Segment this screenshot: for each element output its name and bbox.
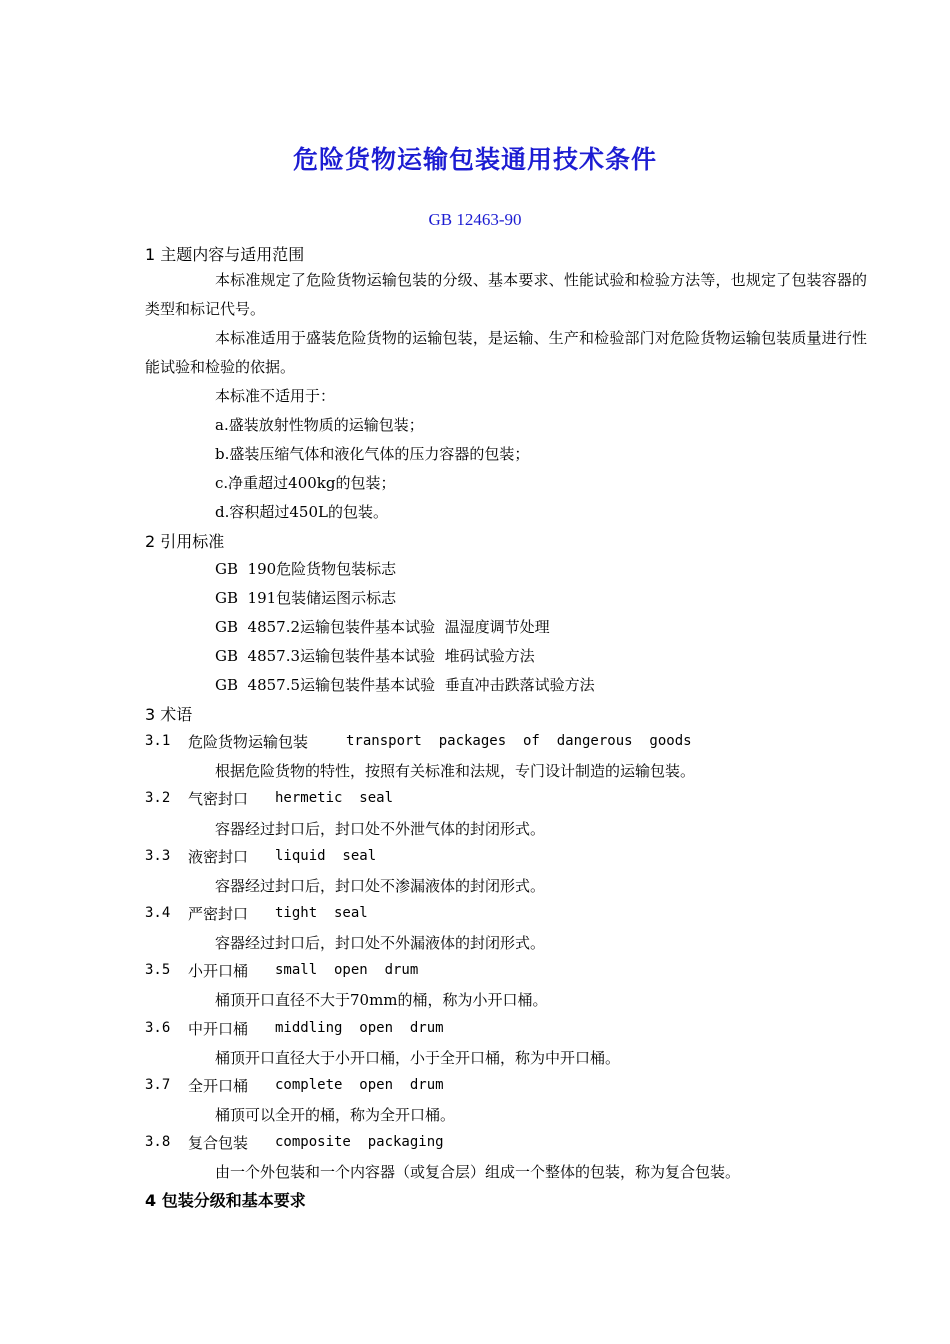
- term-chinese: 危险货物运输包装: [188, 733, 309, 751]
- term-chinese: 中开口桶: [188, 1020, 249, 1038]
- term-number: 3.5: [145, 962, 171, 978]
- term-number: 3.1: [145, 733, 171, 749]
- term-definition: 桶顶可以全开的桶，称为全开口桶。: [215, 1106, 456, 1124]
- term-definition: 桶顶开口直径不大于70mm的桶，称为小开口桶。: [215, 991, 548, 1009]
- term-english: tight seal: [275, 905, 368, 921]
- term-english: middling open drum: [275, 1020, 444, 1036]
- section-1-heading: 1 主题内容与适用范围: [145, 245, 305, 264]
- term-english: composite packaging: [275, 1134, 444, 1150]
- term-english: small open drum: [275, 962, 419, 978]
- term-definition: 容器经过封口后，封口处不渗漏液体的封闭形式。: [215, 877, 546, 895]
- term-number: 3.3: [145, 848, 171, 864]
- section-2-heading: 2 引用标准: [145, 532, 225, 551]
- term-number: 3.4: [145, 905, 171, 921]
- exclusion-item: d.容积超过450L的包装。: [215, 503, 388, 521]
- exclusion-item: a.盛装放射性物质的运输包装；: [215, 416, 424, 434]
- term-chinese: 复合包装: [188, 1134, 249, 1152]
- term-english: hermetic seal: [275, 790, 394, 806]
- term-number: 3.2: [145, 790, 171, 806]
- term-definition: 根据危险货物的特性，按照有关标准和法规，专门设计制造的运输包装。: [215, 762, 696, 780]
- term-chinese: 全开口桶: [188, 1077, 249, 1095]
- term-definition: 容器经过封口后，封口处不外漏液体的封闭形式。: [215, 934, 546, 952]
- section-4-heading: 4 包装分级和基本要求: [145, 1191, 306, 1210]
- term-definition: 由一个外包装和一个内容器（或复合层）组成一个整体的包装，称为复合包装。: [215, 1163, 741, 1181]
- term-definition: 桶顶开口直径大于小开口桶，小于全开口桶，称为中开口桶。: [215, 1049, 621, 1067]
- section-1-paragraph-2: 本标准适用于盛装危险货物的运输包装，是运输、生产和检验部门对危险货物运输包装质量进行性能试验和检验的依据。: [145, 329, 867, 376]
- term-definition: 容器经过封口后，封口处不外泄气体的封闭形式。: [215, 820, 546, 838]
- term-english: transport packages of dangerous goods: [346, 733, 692, 749]
- section-1-paragraph-1: 本标准规定了危险货物运输包装的分级、基本要求、性能试验和检验方法等，也规定了包装容器的类型和标记代号。: [145, 271, 867, 318]
- term-chinese: 气密封口: [188, 790, 249, 808]
- section-3-heading: 3 术语: [145, 705, 193, 724]
- section-1-paragraph-3: 本标准不适用于：: [215, 387, 336, 405]
- reference-item: GB 4857.5运输包装件基本试验 垂直冲击跌落试验方法: [215, 676, 595, 694]
- exclusion-item: c.净重超过400kg的包装；: [215, 474, 396, 492]
- exclusion-item: b.盛装压缩气体和液化气体的压力容器的包装；: [215, 445, 530, 463]
- reference-item: GB 190危险货物包装标志: [215, 560, 397, 578]
- reference-item: GB 4857.2运输包装件基本试验 温湿度调节处理: [215, 618, 550, 636]
- term-english: liquid seal: [275, 848, 377, 864]
- standard-code: GB 12463-90: [428, 210, 522, 229]
- reference-item: GB 191包装储运图示标志: [215, 589, 397, 607]
- term-number: 3.8: [145, 1134, 171, 1150]
- term-chinese: 液密封口: [188, 848, 249, 866]
- term-number: 3.6: [145, 1020, 171, 1036]
- term-english: complete open drum: [275, 1077, 444, 1093]
- reference-item: GB 4857.3运输包装件基本试验 堆码试验方法: [215, 647, 535, 665]
- document-title: 危险货物运输包装通用技术条件: [292, 145, 657, 174]
- term-number: 3.7: [145, 1077, 171, 1093]
- term-chinese: 小开口桶: [188, 962, 249, 980]
- term-chinese: 严密封口: [188, 905, 249, 923]
